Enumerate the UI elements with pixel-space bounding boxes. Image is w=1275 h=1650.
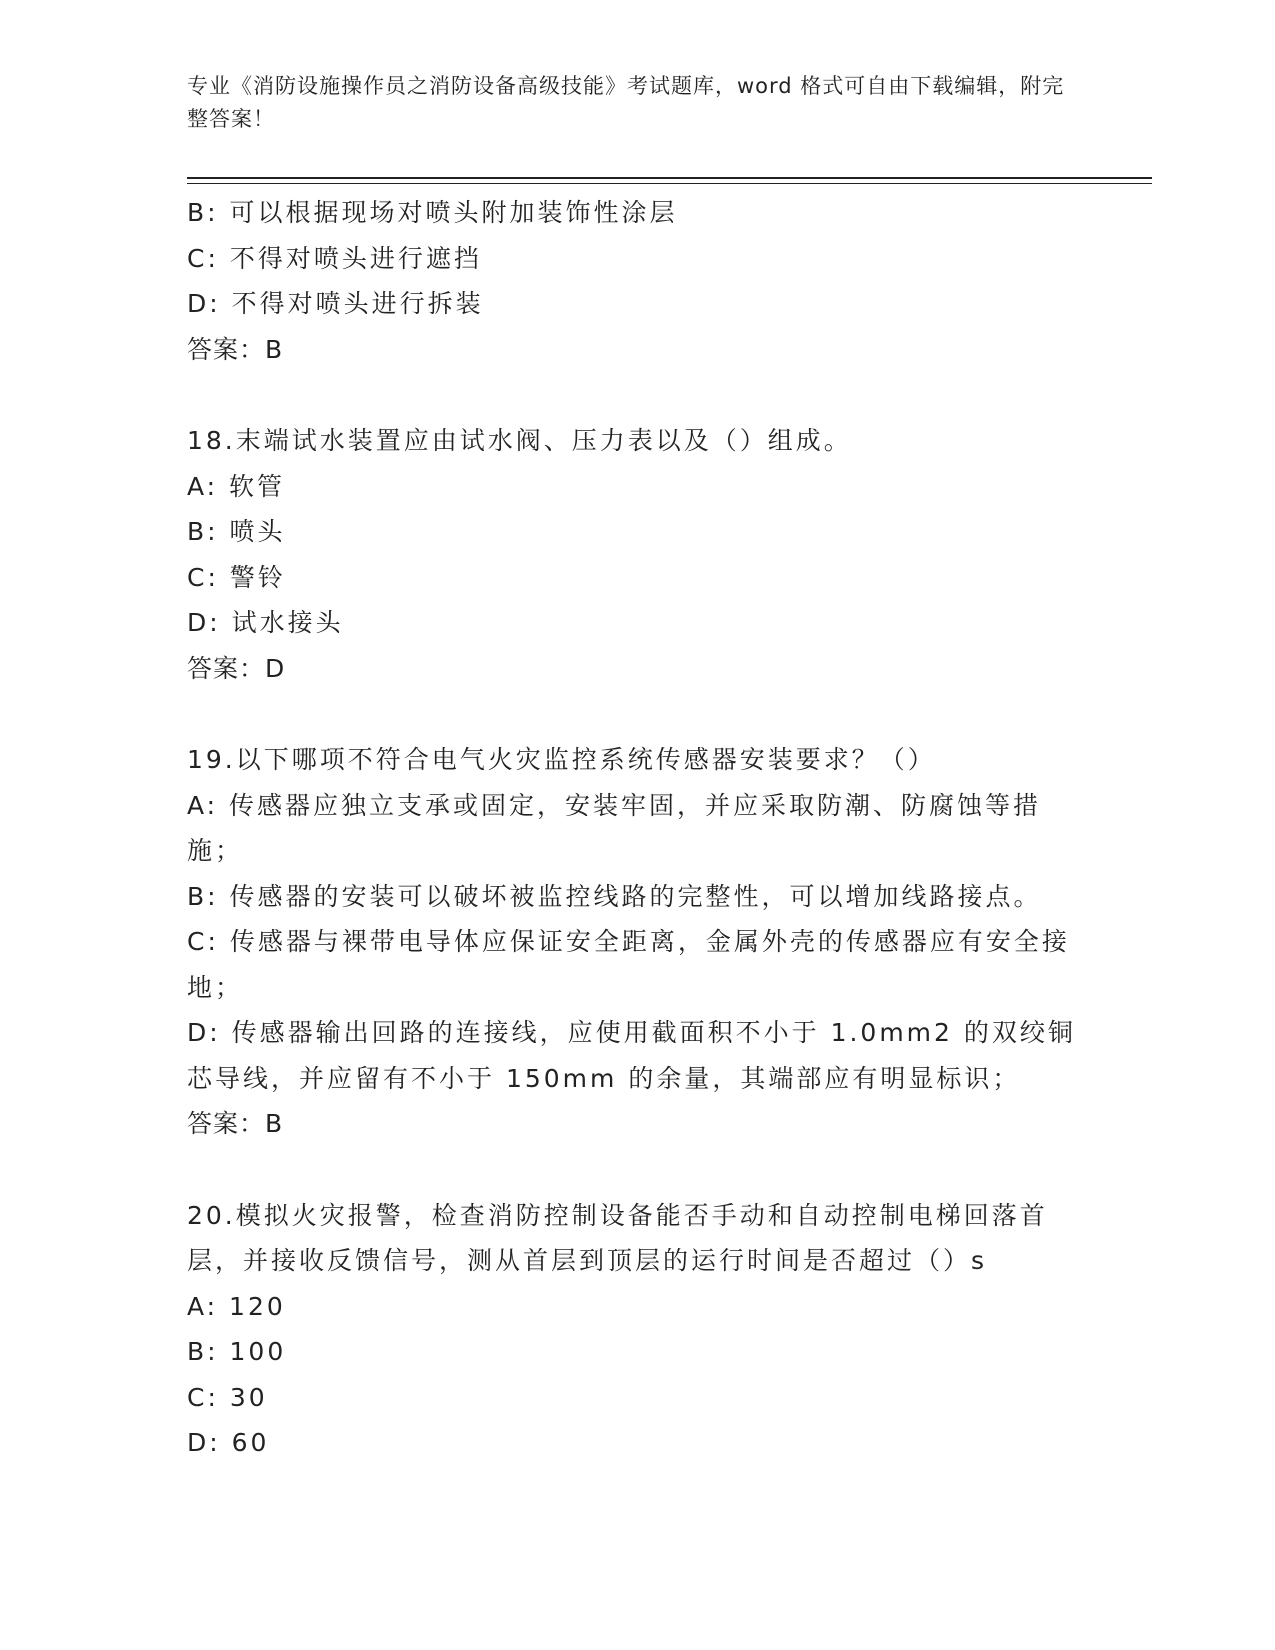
question-stem: 19.以下哪项不符合电气火灾监控系统传感器安装要求？（） xyxy=(187,745,936,774)
option-c: C: 30 xyxy=(187,1382,268,1412)
question-18 xyxy=(187,418,1087,691)
header-rule-thick xyxy=(187,177,1152,179)
option-a: A: 传感器应独立支承或固定，安装牢固，并应采取防潮、防腐蚀等措施； xyxy=(187,790,1042,865)
option-b: B: 可以根据现场对喷头附加装饰性涂层 xyxy=(187,198,678,227)
option-c: C: 不得对喷头进行遮挡 xyxy=(187,243,482,273)
option-b: B: 传感器的安装可以破坏被监控线路的完整性，可以增加线路接点。 xyxy=(187,881,1042,911)
document-header: 专业《消防设施操作员之消防设备高级技能》考试题库，word 格式可自由下载编辑，附完整答案！ xyxy=(187,74,1065,131)
question-stem: 20.模拟火灾报警，检查消防控制设备能否手动和自动控制电梯回落首层，并接收反馈信号，测从首层到顶层的运行时间是否超过（）s xyxy=(187,1200,1048,1275)
option-d: D: 60 xyxy=(187,1428,270,1457)
question-20 xyxy=(187,1193,1087,1466)
option-b: B: 喷头 xyxy=(187,517,286,546)
option-d: D: 不得对喷头进行拆装 xyxy=(187,289,484,318)
answer-line: 答案：B xyxy=(187,334,284,364)
document-body xyxy=(187,190,1087,1466)
question-17-tail xyxy=(187,190,1087,372)
option-a: A: 120 xyxy=(187,1291,286,1321)
option-a: A: 软管 xyxy=(187,471,286,501)
option-c: C: 警铃 xyxy=(187,562,286,592)
option-c: C: 传感器与裸带电导体应保证安全距离，金属外壳的传感器应有安全接地； xyxy=(187,927,1070,1002)
question-19 xyxy=(187,737,1087,1147)
option-d: D: 传感器输出回路的连接线，应使用截面积不小于 1.0mm2 的双绞铜芯导线，并应留有不小于 150mm 的余量，其端部应有明显标识； xyxy=(187,1018,1076,1093)
header-rule-thin xyxy=(187,183,1152,184)
answer-line: 答案：D xyxy=(187,653,286,683)
option-b: B: 100 xyxy=(187,1337,287,1366)
question-stem: 18.末端试水装置应由试水阀、压力表以及（）组成。 xyxy=(187,426,852,455)
answer-line: 答案：B xyxy=(187,1109,284,1138)
option-d: D: 试水接头 xyxy=(187,608,344,637)
